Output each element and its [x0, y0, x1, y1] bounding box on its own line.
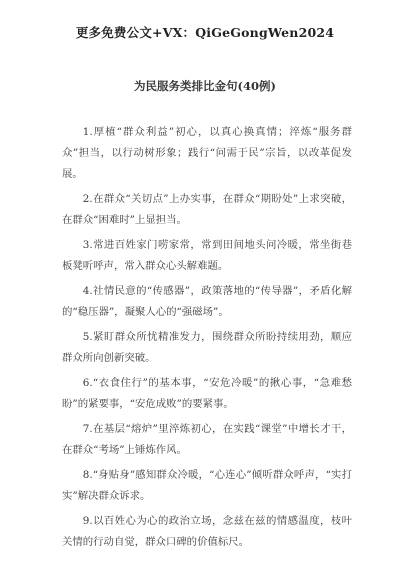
list-item: 5.紧盯群众所忧精准发力，围绕群众所盼持续用劲，顺应群众所向创新突破。 [62, 331, 352, 364]
list-item: 3.常进百姓家门唠家常，常到田间地头问冷暖，常坐街巷板凳听呼声，常入群众心头解难题。 [62, 239, 352, 272]
list-item: 8.“身贴身”感知群众冷暖，“心连心”倾听群众呼声，“实打实”解决群众诉求。 [62, 469, 352, 502]
list-item: 2.在群众“关切点”上办实事，在群众“期盼处”上求突破，在群众“困难时”上显担当。 [62, 193, 352, 226]
list-item: 6.“衣食住行”的基本事，“安危冷暖”的揪心事，“急难愁盼”的紧要事，“安危成败”的要紧事。 [62, 377, 352, 410]
document-title: 为民服务类排比金句(40例) [134, 79, 276, 93]
list-item: 9.以百姓心为心的政治立场，念兹在兹的情感温度，枝叶关情的行动自觉，群众口碑的价值标尺。 [62, 515, 352, 548]
item-list [62, 122, 352, 557]
header-promo-text: 更多免费公文+VX：QiGeGongWen2024 [75, 25, 335, 40]
list-item: 4.社情民意的“传感器”，政策落地的“传导器”，矛盾化解的“稳压器”，凝聚人心的“强磁场”。 [62, 285, 352, 318]
list-item: 7.在基层“熔炉”里淬炼初心，在实践“课堂”中增长才干，在群众“考场”上锤炼作风。 [62, 423, 352, 456]
list-item: 1.厚植“群众利益”初心，以真心换真情；淬炼“服务群众”担当，以行动树形象；践行“问需于民”宗旨，以改革促发展。 [62, 126, 352, 180]
